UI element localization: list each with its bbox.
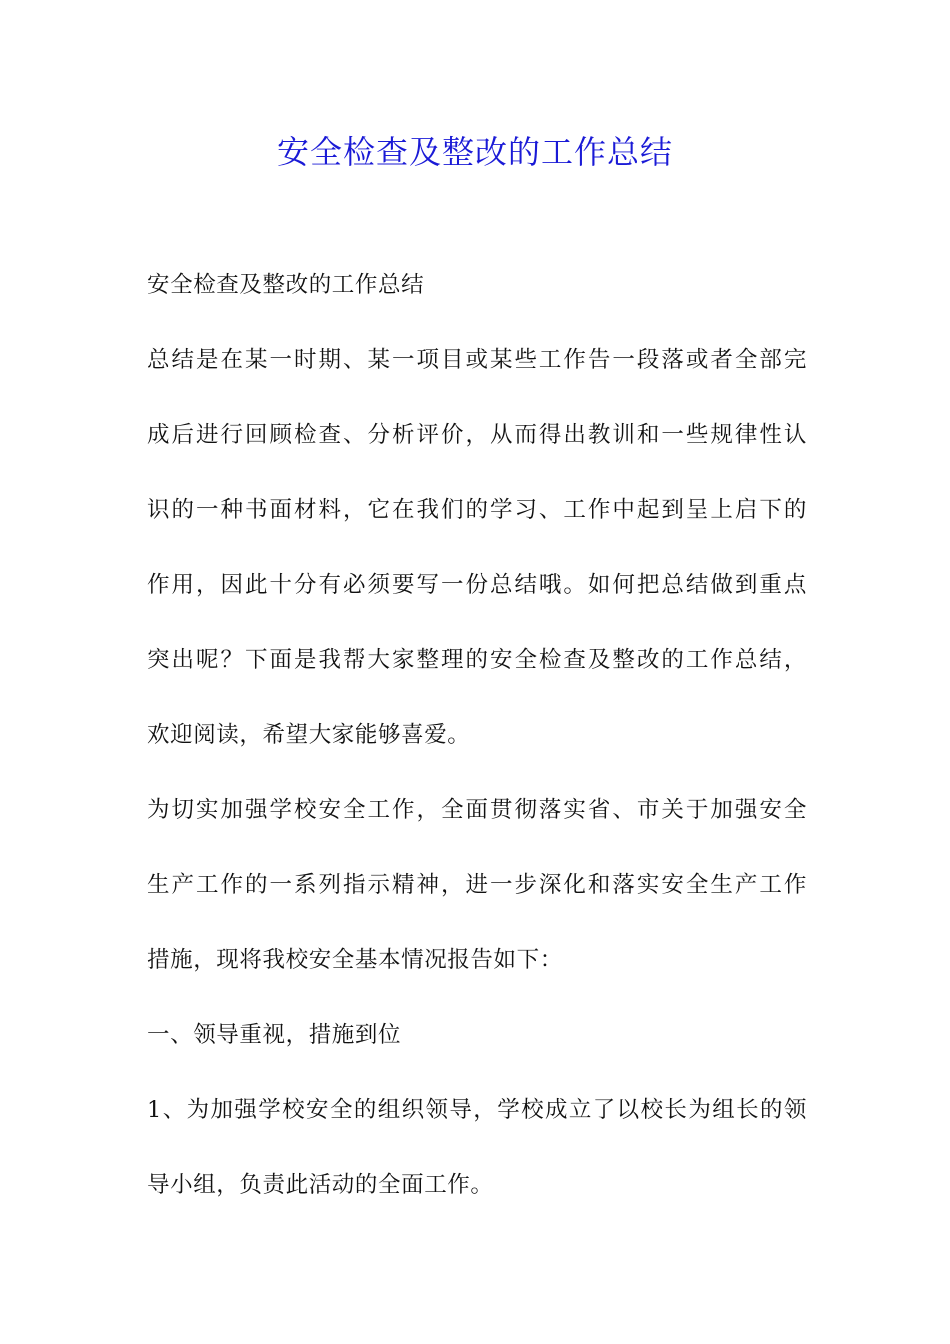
- body-line-5: 突出呢？下面是我帮大家整理的安全检查及整改的工作总结，: [147, 647, 807, 673]
- body-line-11: 1、为加强学校安全的组织领导，学校成立了以校长为组长的领: [147, 1097, 807, 1123]
- document-title: 安全检查及整改的工作总结: [276, 133, 673, 171]
- section-heading: 一、领导重视，措施到位: [147, 1022, 402, 1048]
- body-line-8: 生产工作的一系列指示精神，进一步深化和落实安全生产工作: [147, 872, 807, 898]
- body-line-3: 识的一种书面材料，它在我们的学习、工作中起到呈上启下的: [147, 497, 807, 523]
- body-line-12: 导小组，负责此活动的全面工作。: [147, 1172, 494, 1198]
- subtitle-line: 安全检查及整改的工作总结: [147, 272, 425, 298]
- body-line-1: 总结是在某一时期、某一项目或某些工作告一段落或者全部完: [147, 347, 807, 373]
- body-line-9: 措施，现将我校安全基本情况报告如下：: [147, 947, 563, 973]
- body-line-4: 作用，因此十分有必须要写一份总结哦。如何把总结做到重点: [147, 572, 807, 598]
- body-line-7: 为切实加强学校安全工作，全面贯彻落实省、市关于加强安全: [147, 797, 807, 823]
- body-line-2: 成后进行回顾检查、分析评价，从而得出教训和一些规律性认: [147, 422, 807, 448]
- body-line-6: 欢迎阅读，希望大家能够喜爱。: [147, 722, 471, 748]
